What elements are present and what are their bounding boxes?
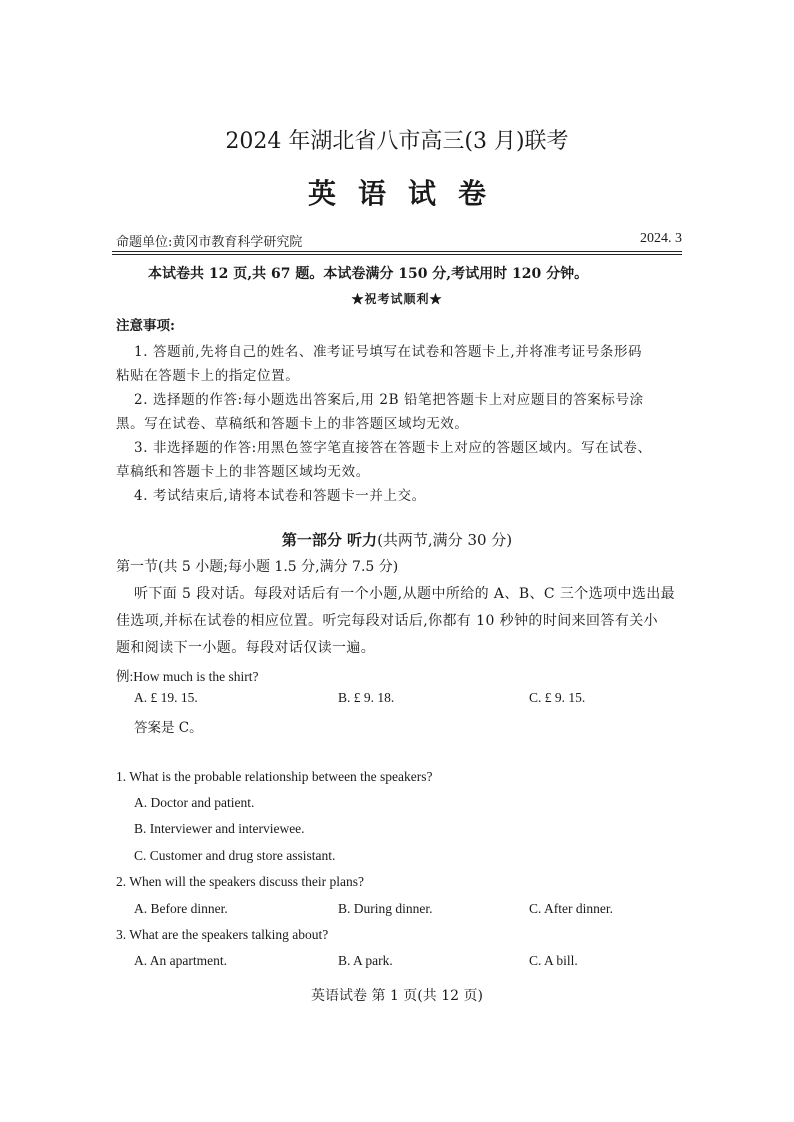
question-option: B. During dinner.	[338, 901, 433, 916]
question-option: B. A park.	[338, 953, 393, 968]
instruction-line: 题和阅读下一小题。每段对话仅读一遍。	[116, 640, 376, 656]
notes-heading: 注意事项:	[116, 318, 175, 334]
notes-line: 1. 答题前,先将自己的姓名、准考证号填写在试卷和答题卡上,并将准考证号条形码	[134, 344, 643, 360]
setter-unit: 命题单位:黄冈市教育科学研究院	[116, 235, 303, 250]
subject-title: 英语试卷	[307, 177, 508, 210]
section-heading: 第一节(共 5 小题;每小题 1.5 分,满分 7.5 分)	[116, 559, 399, 575]
notes-line: 4. 考试结束后,请将本试卷和答题卡一并上交。	[134, 488, 426, 504]
example-option-b: B. £ 9. 18.	[338, 690, 395, 705]
exam-summary: 本试卷共 12 页,共 67 题。本试卷满分 150 分,考试用时 120 分钟。	[148, 266, 589, 282]
question-option: C. After dinner.	[529, 901, 613, 916]
instruction-line: 佳选项,并标在试卷的相应位置。听完每段对话后,你都有 10 秒钟的时间来回答有关小	[116, 613, 659, 629]
example-answer: 答案是 C。	[134, 720, 203, 736]
question-option: A. An apartment.	[134, 953, 227, 968]
part-heading-rest: (共两节,满分 30 分)	[377, 531, 513, 549]
notes-line: 3. 非选择题的作答:用黑色签字笔直接答在答题卡上对应的答题区域内。写在试卷、	[134, 440, 652, 456]
notes-line: 2. 选择题的作答:每小题选出答案后,用 2B 铅笔把答题卡上对应题目的答案标号涂	[134, 392, 644, 408]
good-luck-banner: ★祝考试顺利★	[351, 292, 443, 306]
example-prompt: 例:How much is the shirt?	[116, 669, 259, 684]
exam-date: 2024. 3	[640, 231, 682, 246]
page-footer: 英语试卷 第 1 页(共 12 页)	[311, 988, 483, 1004]
instruction-line: 听下面 5 段对话。每段对话后有一个小题,从题中所给的 A、B、C 三个选项中选出最	[134, 586, 676, 602]
notes-line: 粘贴在答题卡上的指定位置。	[116, 368, 300, 384]
question-stem: 3. What are the speakers talking about?	[116, 927, 329, 942]
question-option: C. Customer and drug store assistant.	[134, 848, 336, 863]
example-option-a: A. £ 19. 15.	[134, 690, 198, 705]
question-option: C. A bill.	[529, 953, 578, 968]
header-rule-bottom	[112, 254, 682, 255]
question-option: A. Before dinner.	[134, 901, 228, 916]
part-heading	[0, 529, 794, 550]
example-option-c: C. £ 9. 15.	[529, 690, 586, 705]
part-heading-bold: 第一部分 听力	[281, 531, 378, 549]
question-stem: 1. What is the probable relationship between the speakers?	[116, 769, 433, 784]
question-stem: 2. When will the speakers discuss their plans?	[116, 874, 364, 889]
exam-title: 2024 年湖北省八市高三(3 月)联考	[225, 129, 569, 154]
question-option: B. Interviewer and interviewee.	[134, 821, 305, 836]
header-rule-top	[112, 251, 682, 252]
notes-line: 草稿纸和答题卡上的非答题区域均无效。	[116, 464, 370, 480]
notes-line: 黑。写在试卷、草稿纸和答题卡上的非答题区域均无效。	[116, 416, 469, 432]
question-option: A. Doctor and patient.	[134, 795, 255, 810]
